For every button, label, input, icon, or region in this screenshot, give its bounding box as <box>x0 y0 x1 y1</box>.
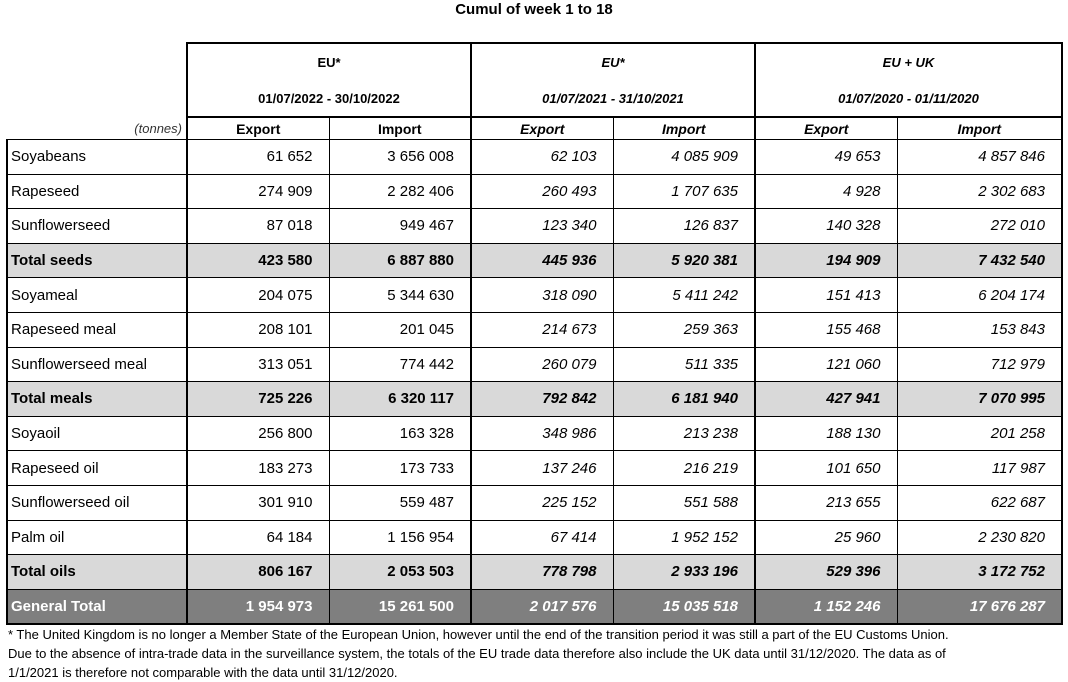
cell-value: 260 493 <box>471 174 613 209</box>
row-label: Sunflowerseed meal <box>7 347 187 382</box>
row-label: Total oils <box>7 555 187 590</box>
cell-value: 121 060 <box>755 347 897 382</box>
cell-value: 17 676 287 <box>897 589 1062 624</box>
cell-value: 445 936 <box>471 243 613 278</box>
row-label: Soyameal <box>7 278 187 313</box>
cell-value: 2 933 196 <box>613 555 755 590</box>
row-label: Total seeds <box>7 243 187 278</box>
cell-value: 259 363 <box>613 312 755 347</box>
col-import-header: Import <box>897 117 1062 140</box>
footnote-line: * The United Kingdom is no longer a Member State of the European Union, however until the end of the transition period it was still a part of the EU Customs Union. <box>8 627 949 642</box>
cell-value: 188 130 <box>755 416 897 451</box>
cell-value: 1 152 246 <box>755 589 897 624</box>
period-region: EU + UK <box>882 55 935 70</box>
cell-value: 7 070 995 <box>897 382 1062 417</box>
period-header-2 <box>471 43 755 117</box>
trade-table <box>6 42 1063 625</box>
cell-value: 348 986 <box>471 416 613 451</box>
table-row <box>7 140 1062 175</box>
table-row <box>7 174 1062 209</box>
row-label: Total meals <box>7 382 187 417</box>
sub-header-row <box>7 117 1062 140</box>
table-title: Cumul of week 1 to 18 <box>455 1 613 18</box>
cell-value: 123 340 <box>471 209 613 244</box>
footnote <box>8 625 1063 682</box>
cell-value: 4 857 846 <box>897 140 1062 175</box>
table-row <box>7 278 1062 313</box>
cell-value: 1 707 635 <box>613 174 755 209</box>
table-row <box>7 520 1062 555</box>
cell-value: 163 328 <box>329 416 471 451</box>
cell-value: 301 910 <box>187 485 329 520</box>
cell-value: 5 920 381 <box>613 243 755 278</box>
cell-value: 423 580 <box>187 243 329 278</box>
period-region: EU* <box>317 55 341 70</box>
cell-value: 213 238 <box>613 416 755 451</box>
col-export-header: Export <box>471 117 613 140</box>
cell-value: 15 035 518 <box>613 589 755 624</box>
cell-value: 5 344 630 <box>329 278 471 313</box>
cell-value: 256 800 <box>187 416 329 451</box>
col-export-header: Export <box>755 117 897 140</box>
cell-value: 153 843 <box>897 312 1062 347</box>
cell-value: 137 246 <box>471 451 613 486</box>
table-row <box>7 451 1062 486</box>
cell-value: 201 258 <box>897 416 1062 451</box>
table-row <box>7 312 1062 347</box>
footnote-line: 1/1/2021 is therefore not comparable with the data until 31/12/2020. <box>8 665 398 680</box>
cell-value: 778 798 <box>471 555 613 590</box>
cell-value: 712 979 <box>897 347 1062 382</box>
cell-value: 2 053 503 <box>329 555 471 590</box>
cell-value: 194 909 <box>755 243 897 278</box>
cell-value: 216 219 <box>613 451 755 486</box>
cell-value: 15 261 500 <box>329 589 471 624</box>
row-label: General Total <box>7 589 187 624</box>
table-row <box>7 209 1062 244</box>
cell-value: 272 010 <box>897 209 1062 244</box>
cell-value: 61 652 <box>187 140 329 175</box>
cell-value: 225 152 <box>471 485 613 520</box>
cell-value: 140 328 <box>755 209 897 244</box>
cell-value: 101 650 <box>755 451 897 486</box>
cell-value: 274 909 <box>187 174 329 209</box>
cell-value: 183 273 <box>187 451 329 486</box>
cell-value: 529 396 <box>755 555 897 590</box>
row-label: Rapeseed oil <box>7 451 187 486</box>
general-total-row <box>7 589 1062 624</box>
period-header-3 <box>755 43 1062 117</box>
col-import-header: Import <box>329 117 471 140</box>
period-region: EU* <box>601 55 625 70</box>
cell-value: 151 413 <box>755 278 897 313</box>
cell-value: 318 090 <box>471 278 613 313</box>
cell-value: 949 467 <box>329 209 471 244</box>
cell-value: 87 018 <box>187 209 329 244</box>
cell-value: 64 184 <box>187 520 329 555</box>
cell-value: 1 952 152 <box>613 520 755 555</box>
cell-value: 806 167 <box>187 555 329 590</box>
period-dates: 01/07/2020 - 01/11/2020 <box>838 91 979 106</box>
row-label: Soyabeans <box>7 140 187 175</box>
cell-value: 2 017 576 <box>471 589 613 624</box>
cell-value: 213 655 <box>755 485 897 520</box>
cell-value: 3 172 752 <box>897 555 1062 590</box>
cell-value: 1 156 954 <box>329 520 471 555</box>
cell-value: 173 733 <box>329 451 471 486</box>
cell-value: 260 079 <box>471 347 613 382</box>
cell-value: 67 414 <box>471 520 613 555</box>
cell-value: 2 230 820 <box>897 520 1062 555</box>
cell-value: 1 954 973 <box>187 589 329 624</box>
period-header-row <box>7 43 1062 117</box>
total-row <box>7 382 1062 417</box>
cell-value: 4 085 909 <box>613 140 755 175</box>
cell-value: 126 837 <box>613 209 755 244</box>
cell-value: 6 320 117 <box>329 382 471 417</box>
cell-value: 774 442 <box>329 347 471 382</box>
cell-value: 5 411 242 <box>613 278 755 313</box>
cell-value: 6 204 174 <box>897 278 1062 313</box>
corner-blank <box>7 43 187 117</box>
period-dates: 01/07/2021 - 31/10/2021 <box>542 91 684 106</box>
footnote-line: Due to the absence of intra-trade data in the surveillance system, the totals of the EU trade data therefore also include the UK data until 31/12/2020. The data as of <box>8 646 946 661</box>
cell-value: 551 588 <box>613 485 755 520</box>
cell-value: 3 656 008 <box>329 140 471 175</box>
table-row <box>7 347 1062 382</box>
cell-value: 511 335 <box>613 347 755 382</box>
units-label: (tonnes) <box>7 117 187 140</box>
cell-value: 7 432 540 <box>897 243 1062 278</box>
row-label: Palm oil <box>7 520 187 555</box>
total-row <box>7 555 1062 590</box>
col-import-header: Import <box>613 117 755 140</box>
table-row <box>7 485 1062 520</box>
cell-value: 2 302 683 <box>897 174 1062 209</box>
cell-value: 725 226 <box>187 382 329 417</box>
row-label: Rapeseed meal <box>7 312 187 347</box>
cell-value: 201 045 <box>329 312 471 347</box>
cell-value: 792 842 <box>471 382 613 417</box>
cell-value: 25 960 <box>755 520 897 555</box>
cell-value: 6 887 880 <box>329 243 471 278</box>
row-label: Sunflowerseed <box>7 209 187 244</box>
cell-value: 2 282 406 <box>329 174 471 209</box>
period-dates: 01/07/2022 - 30/10/2022 <box>258 91 400 106</box>
cell-value: 49 653 <box>755 140 897 175</box>
cell-value: 204 075 <box>187 278 329 313</box>
period-header-1 <box>187 43 471 117</box>
cell-value: 155 468 <box>755 312 897 347</box>
col-export-header: Export <box>187 117 329 140</box>
cell-value: 214 673 <box>471 312 613 347</box>
row-label: Rapeseed <box>7 174 187 209</box>
row-label: Soyaoil <box>7 416 187 451</box>
row-label: Sunflowerseed oil <box>7 485 187 520</box>
cell-value: 4 928 <box>755 174 897 209</box>
cell-value: 208 101 <box>187 312 329 347</box>
cell-value: 313 051 <box>187 347 329 382</box>
cell-value: 117 987 <box>897 451 1062 486</box>
cell-value: 427 941 <box>755 382 897 417</box>
cell-value: 559 487 <box>329 485 471 520</box>
total-row <box>7 243 1062 278</box>
table-row <box>7 416 1062 451</box>
cell-value: 622 687 <box>897 485 1062 520</box>
cell-value: 62 103 <box>471 140 613 175</box>
cell-value: 6 181 940 <box>613 382 755 417</box>
